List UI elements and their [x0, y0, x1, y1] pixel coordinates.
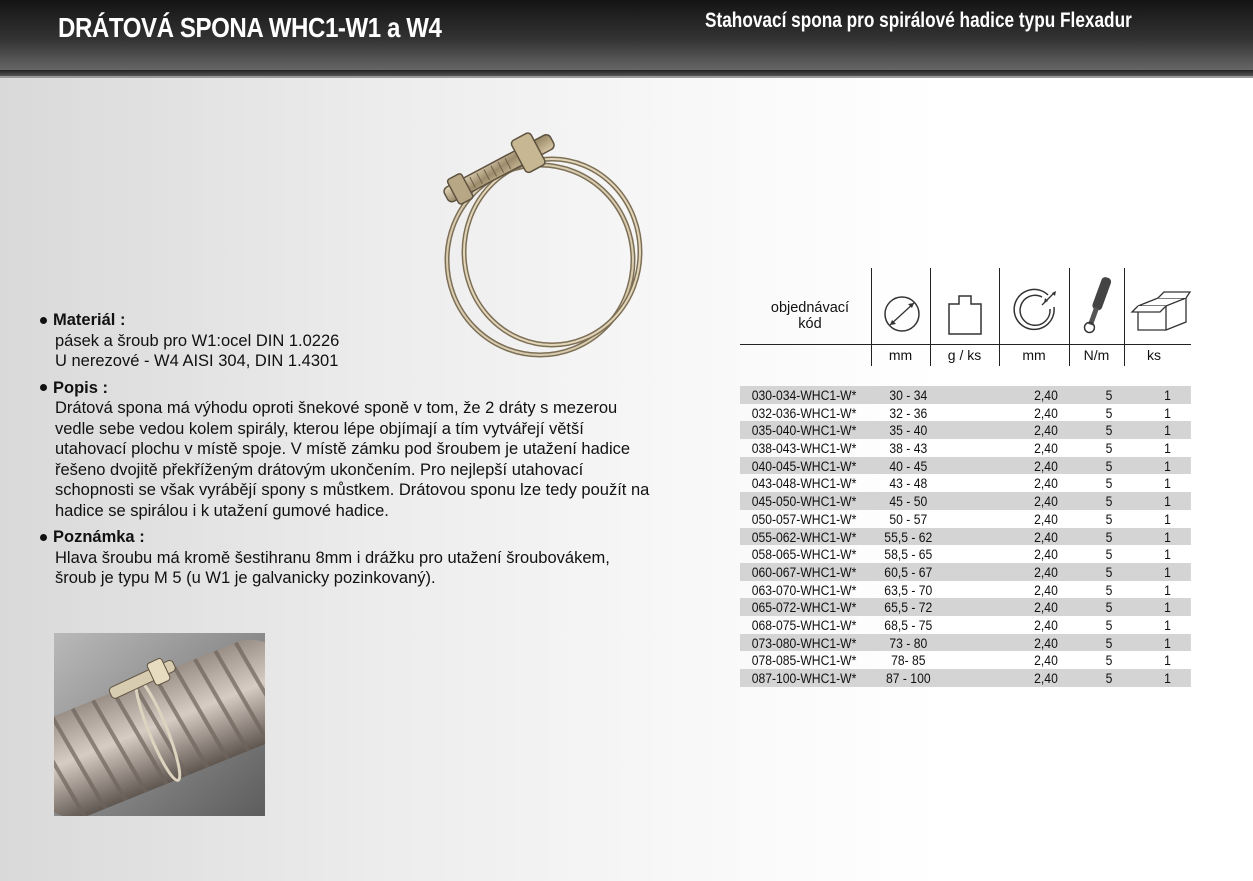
- cell-code: 055-062-WHC1-W*: [751, 529, 857, 545]
- cell-wire: 2,40: [1034, 635, 1058, 651]
- cell-pieces: 1: [1164, 441, 1171, 457]
- cell-wire: 2,40: [1034, 547, 1058, 563]
- torque-wrench-icon: [1078, 272, 1118, 336]
- cell-torque: 5: [1105, 423, 1113, 439]
- cell-code: 068-075-WHC1-W*: [751, 617, 857, 633]
- cell-range: 40 - 45: [889, 458, 928, 474]
- section-line: Hlava šroubu má kromě šestihranu 8mm i drážku pro utažení šroubovákem,: [55, 548, 610, 567]
- cell-wire: 2,40: [1034, 600, 1058, 616]
- cell-torque: 5: [1105, 388, 1113, 403]
- section-line: řešeno dvojitě překříženým drátovým ukončením. Pro nejlepší utahovací: [55, 460, 584, 479]
- section-line: vedle sebe vedou kolem spirály, kterou lépe objímají a tím vytvářejí větší: [55, 419, 584, 438]
- table-row: [740, 510, 1191, 528]
- cell-code: 032-036-WHC1-W*: [751, 405, 857, 421]
- cell-pieces: 1: [1164, 388, 1171, 403]
- cell-torque: 5: [1105, 476, 1113, 492]
- cell-code: 040-045-WHC1-W*: [751, 458, 857, 474]
- cell-wire: 2,40: [1034, 511, 1058, 527]
- section-heading: Poznámka :: [53, 528, 145, 546]
- diameter-icon: [880, 292, 924, 336]
- cell-torque: 5: [1105, 671, 1113, 686]
- cell-wire: 2,40: [1034, 582, 1058, 598]
- cell-range: 43 - 48: [889, 476, 928, 492]
- header-rule-light: [0, 76, 1253, 78]
- cell-pieces: 1: [1164, 635, 1171, 651]
- cell-wire: 2,40: [1034, 441, 1058, 457]
- cell-range: 58,5 - 65: [884, 547, 933, 563]
- cell-range: 78- 85: [891, 653, 926, 669]
- cell-code: 043-048-WHC1-W*: [751, 476, 857, 492]
- unit-torque: N/m: [1083, 347, 1110, 363]
- cell-range: 55,5 - 62: [884, 529, 933, 545]
- table-row: [740, 421, 1191, 439]
- table-row: [740, 598, 1191, 616]
- header-code-line1: objednávací: [770, 300, 850, 316]
- cell-torque: 5: [1105, 582, 1113, 598]
- cell-range: 32 - 36: [889, 405, 928, 421]
- page-title: DRÁTOVÁ SPONA WHC1-W1 a W4: [58, 12, 442, 43]
- cell-code: 045-050-WHC1-W*: [751, 494, 857, 510]
- cell-wire: 2,40: [1034, 671, 1058, 686]
- table-row: [740, 545, 1191, 563]
- cell-wire: 2,40: [1034, 617, 1058, 633]
- cell-pieces: 1: [1164, 529, 1171, 545]
- cell-range: 87 - 100: [885, 671, 931, 686]
- cell-torque: 5: [1105, 441, 1113, 457]
- section-material: [40, 310, 710, 372]
- cell-pieces: 1: [1164, 653, 1171, 669]
- section-heading: Popis :: [53, 378, 109, 397]
- section-note: [40, 527, 710, 589]
- table-row: [740, 457, 1191, 475]
- table-row: [740, 563, 1191, 581]
- cell-torque: 5: [1105, 458, 1113, 474]
- description-sections: [40, 310, 710, 595]
- cell-torque: 5: [1105, 547, 1113, 563]
- cell-code: 065-072-WHC1-W*: [751, 600, 857, 616]
- table-header-rule: [740, 344, 1191, 345]
- cell-range: 68,5 - 75: [884, 617, 933, 633]
- cell-pieces: 1: [1164, 458, 1171, 474]
- table-row: [740, 651, 1191, 669]
- bullet-icon: [40, 317, 47, 324]
- cell-pieces: 1: [1164, 476, 1171, 492]
- cell-code: 050-057-WHC1-W*: [751, 511, 857, 527]
- header-code-line2: kód: [798, 316, 822, 332]
- cell-code: 058-065-WHC1-W*: [751, 547, 857, 563]
- unit-weight: g / ks: [947, 347, 982, 363]
- table-body: [740, 386, 1191, 687]
- cell-pieces: 1: [1164, 617, 1171, 633]
- cell-torque: 5: [1105, 617, 1113, 633]
- cell-pieces: 1: [1164, 600, 1171, 616]
- table-row: [740, 386, 1191, 404]
- cell-pieces: 1: [1164, 671, 1171, 686]
- cell-range: 63,5 - 70: [884, 582, 933, 598]
- section-line: U nerezové - W4 AISI 304, DIN 1.4301: [55, 352, 339, 370]
- cell-code: 030-034-WHC1-W*: [751, 388, 857, 403]
- cell-pieces: 1: [1164, 511, 1171, 527]
- weight-icon: [947, 290, 983, 336]
- cell-code: 060-067-WHC1-W*: [751, 564, 857, 580]
- unit-pieces: ks: [1147, 347, 1161, 363]
- cell-pieces: 1: [1164, 494, 1171, 510]
- cell-range: 60,5 - 67: [884, 564, 933, 580]
- cell-pieces: 1: [1164, 405, 1171, 421]
- table-row: [740, 439, 1191, 457]
- cell-range: 35 - 40: [889, 423, 928, 439]
- cell-pieces: 1: [1164, 423, 1171, 439]
- cell-wire: 2,40: [1034, 494, 1058, 510]
- cell-torque: 5: [1105, 653, 1113, 669]
- cell-wire: 2,40: [1034, 458, 1058, 474]
- hose-photo: [54, 633, 265, 816]
- cell-torque: 5: [1105, 494, 1113, 510]
- section-description: [40, 378, 710, 522]
- wire-thickness-icon: [1010, 285, 1062, 337]
- table-row: [740, 528, 1191, 546]
- cell-wire: 2,40: [1034, 653, 1058, 669]
- box-icon: [1130, 290, 1192, 336]
- cell-torque: 5: [1105, 600, 1113, 616]
- cell-range: 73 - 80: [889, 635, 928, 651]
- table-row: [740, 581, 1191, 599]
- cell-range: 65,5 - 72: [884, 600, 933, 616]
- cell-code: 073-080-WHC1-W*: [751, 635, 857, 651]
- cell-torque: 5: [1105, 529, 1113, 545]
- cell-wire: 2,40: [1034, 564, 1058, 580]
- cell-torque: 5: [1105, 405, 1113, 421]
- cell-code: 087-100-WHC1-W*: [751, 671, 857, 686]
- cell-pieces: 1: [1164, 564, 1171, 580]
- table-row: [740, 474, 1191, 492]
- section-line: pásek a šroub pro W1:ocel DIN 1.0226: [55, 331, 340, 350]
- unit-wire-mm: mm: [1022, 347, 1046, 363]
- cell-range: 38 - 43: [889, 441, 928, 457]
- cell-range: 50 - 57: [889, 511, 928, 527]
- table-row: [740, 669, 1191, 687]
- section-line: šroub je typu M 5 (u W1 je galvanicky pozinkovaný).: [55, 569, 436, 587]
- cell-wire: 2,40: [1034, 476, 1058, 492]
- table-row: [740, 616, 1191, 634]
- section-line: hadice se spirálou i k utažení gumové hadice.: [55, 501, 389, 520]
- table-row: [740, 634, 1191, 652]
- table-row: [740, 492, 1191, 510]
- unit-mm: mm: [888, 347, 913, 363]
- section-line: utahovací plochu v místě spoje. V místě zámku pod šroubem je utažení hadice: [55, 440, 631, 458]
- cell-pieces: 1: [1164, 547, 1171, 563]
- cell-wire: 2,40: [1034, 405, 1058, 421]
- section-line: schopnosti se však vyrábějí spony s můstkem. Drátovou sponu lze tedy použít na: [55, 481, 650, 499]
- section-heading: Materiál :: [53, 311, 126, 329]
- bullet-icon: [40, 384, 47, 391]
- section-line: Drátová spona má výhodu oproti šnekové sponě v tom, že 2 dráty s mezerou: [55, 399, 618, 417]
- cell-range: 30 - 34: [889, 388, 928, 403]
- cell-torque: 5: [1105, 635, 1113, 651]
- cell-torque: 5: [1105, 564, 1113, 580]
- table-row: [740, 404, 1191, 422]
- bullet-icon: [40, 534, 47, 541]
- page-subtitle: Stahovací spona pro spirálové hadice typu Flexadur: [705, 9, 1132, 32]
- cell-code: 063-070-WHC1-W*: [751, 582, 857, 598]
- cell-pieces: 1: [1164, 582, 1171, 598]
- cell-torque: 5: [1105, 511, 1113, 527]
- cell-code: 035-040-WHC1-W*: [751, 423, 857, 439]
- cell-wire: 2,40: [1034, 423, 1058, 439]
- cell-range: 45 - 50: [889, 494, 928, 510]
- cell-wire: 2,40: [1034, 529, 1058, 545]
- cell-code: 078-085-WHC1-W*: [751, 653, 857, 669]
- cell-code: 038-043-WHC1-W*: [751, 441, 857, 457]
- cell-wire: 2,40: [1034, 388, 1058, 403]
